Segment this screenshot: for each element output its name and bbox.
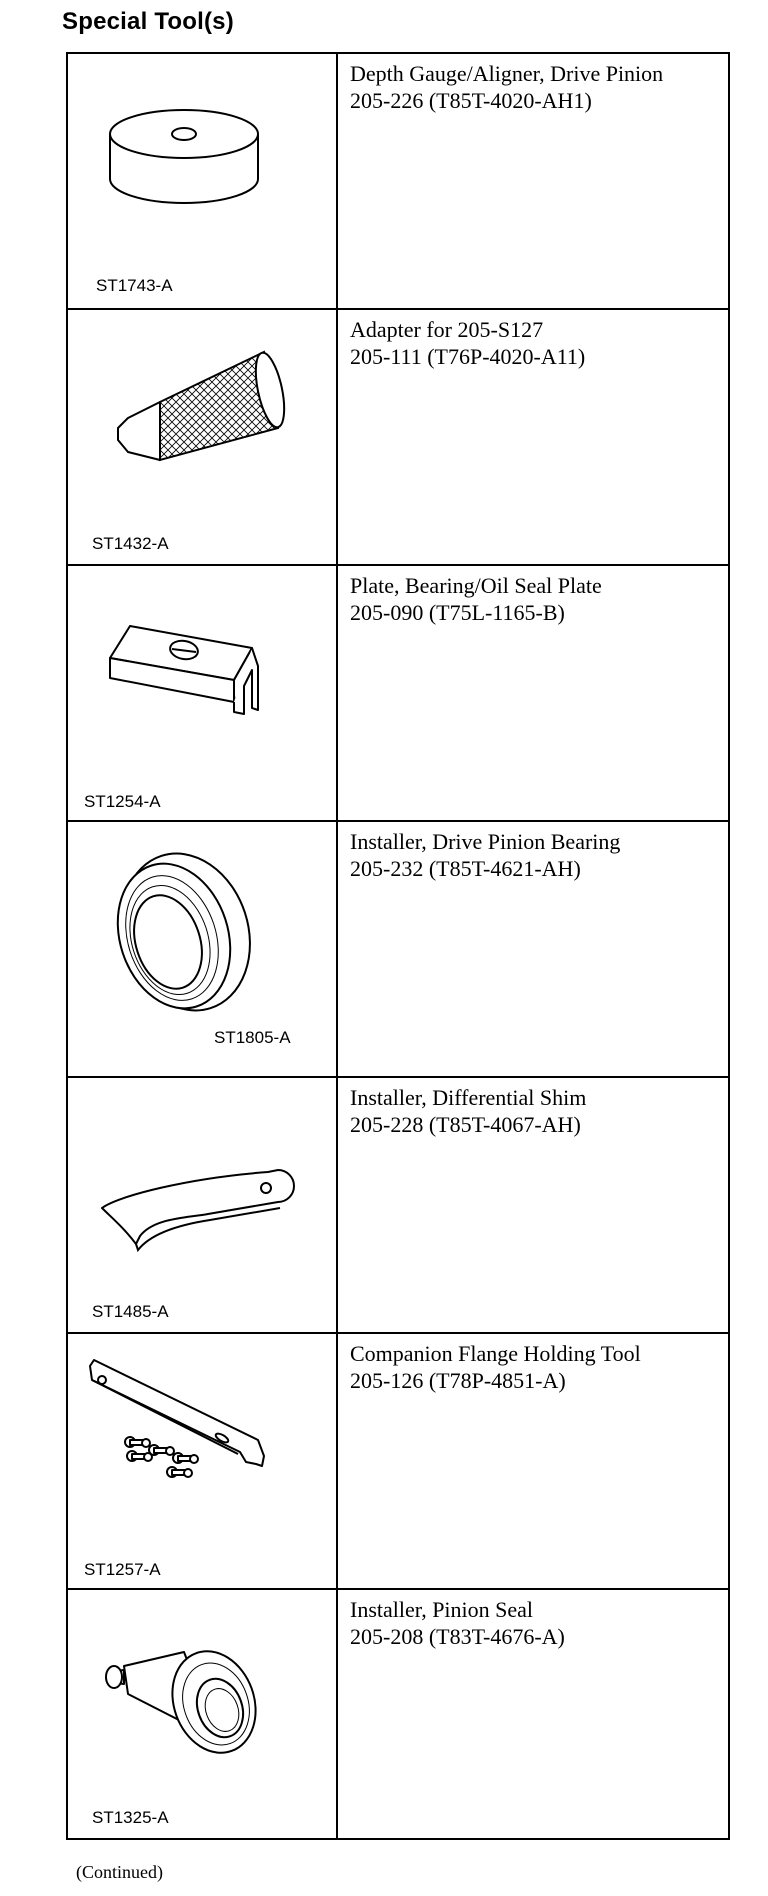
tool-part-number: 205-111 (T76P-4020-A11) — [350, 344, 586, 369]
tool-part-number: 205-208 (T83T-4676-A) — [350, 1624, 565, 1649]
tool-image-cell — [67, 1077, 337, 1333]
tool-code: ST1805-A — [214, 1028, 291, 1047]
table-row — [67, 565, 729, 821]
special-tools-table — [66, 52, 730, 1840]
tool-code: ST1432-A — [92, 534, 169, 553]
tool-code: ST1257-A — [84, 1560, 161, 1579]
knurled-adapter-icon — [68, 310, 336, 564]
pinion-seal-installer-icon — [68, 1590, 336, 1838]
cylinder-gauge-icon — [68, 54, 336, 308]
tool-image-cell — [67, 309, 337, 565]
tool-part-number: 205-228 (T85T-4067-AH) — [350, 1112, 581, 1137]
tool-name: Adapter for 205-S127 — [350, 317, 544, 342]
tool-name: Installer, Pinion Seal — [350, 1597, 534, 1622]
continued-note: (Continued) — [76, 1862, 163, 1882]
tool-part-number: 205-226 (T85T-4020-AH1) — [350, 88, 592, 113]
bearing-installer-ring-icon — [68, 822, 336, 1076]
tool-description-cell — [337, 309, 729, 565]
tool-description-cell — [337, 821, 729, 1077]
tool-name: Installer, Drive Pinion Bearing — [350, 829, 621, 854]
table-row — [67, 1077, 729, 1333]
table-row — [67, 1333, 729, 1589]
tool-code: ST1485-A — [92, 1302, 169, 1321]
tool-image-cell — [67, 53, 337, 309]
tool-description-cell — [337, 1333, 729, 1589]
tool-image-cell — [67, 565, 337, 821]
tool-code: ST1743-A — [96, 276, 173, 295]
shim-installer-icon — [68, 1078, 336, 1332]
tool-description-cell — [337, 1589, 729, 1839]
tool-description-cell — [337, 53, 729, 309]
flange-holding-bar-icon — [68, 1334, 336, 1588]
tool-code: ST1325-A — [92, 1808, 169, 1827]
tool-name: Depth Gauge/Aligner, Drive Pinion — [350, 61, 664, 86]
table-row — [67, 309, 729, 565]
tool-image-cell — [67, 1333, 337, 1589]
tool-part-number: 205-126 (T78P-4851-A) — [350, 1368, 566, 1393]
tool-image-cell — [67, 1589, 337, 1839]
page-title: Special Tool(s) — [62, 8, 234, 35]
table-row — [67, 1589, 729, 1839]
tool-part-number: 205-232 (T85T-4621-AH) — [350, 856, 581, 881]
bearing-plate-icon — [68, 566, 336, 820]
tool-image-cell — [67, 821, 337, 1077]
tool-part-number: 205-090 (T75L-1165-B) — [350, 600, 565, 625]
tool-code: ST1254-A — [84, 792, 161, 811]
table-row — [67, 821, 729, 1077]
table-row — [67, 53, 729, 309]
tool-description-cell — [337, 565, 729, 821]
tool-name: Companion Flange Holding Tool — [350, 1341, 641, 1366]
tool-name: Plate, Bearing/Oil Seal Plate — [350, 573, 602, 598]
tool-description-cell — [337, 1077, 729, 1333]
tool-name: Installer, Differential Shim — [350, 1085, 587, 1110]
